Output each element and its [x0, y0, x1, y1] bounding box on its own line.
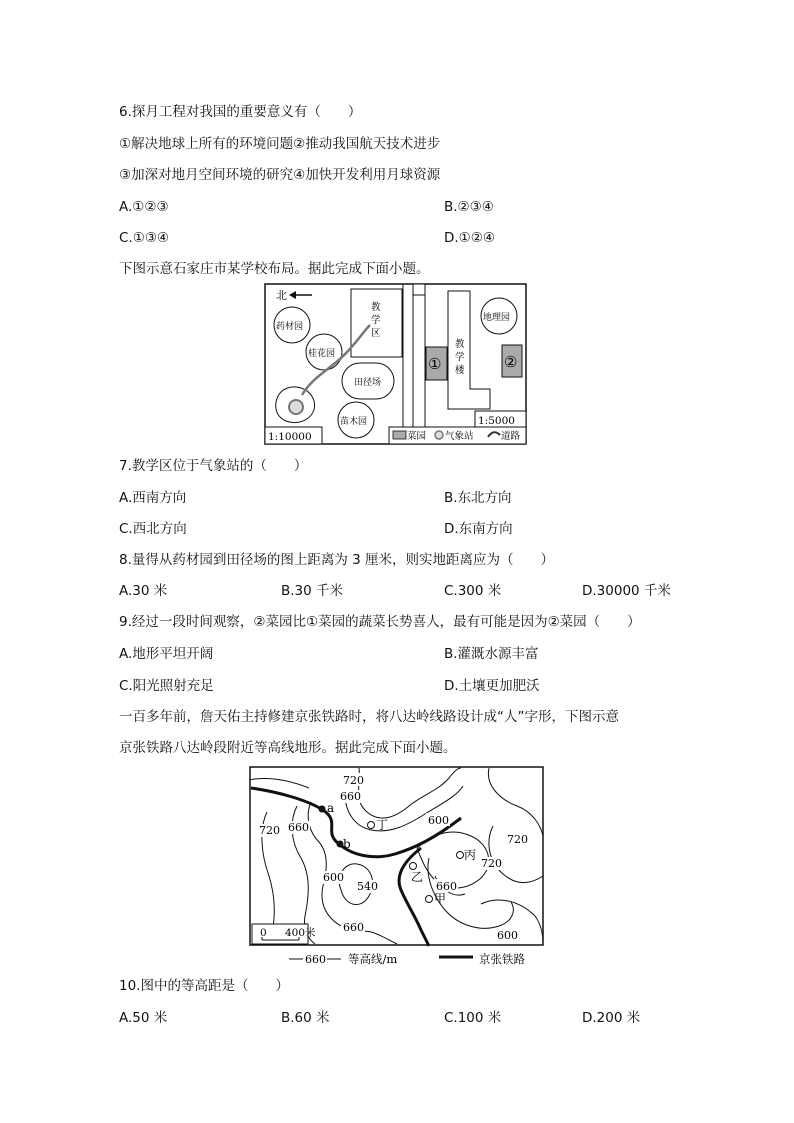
track-field-label: 田径场: [354, 378, 382, 388]
vegetable-garden-2-label: ②: [504, 353, 518, 371]
intro-school-map: 下图示意石家庄市某学校布局。据此完成下面小题。: [119, 261, 430, 277]
north-label: 北: [276, 289, 287, 302]
contour-720-a: 720: [343, 774, 364, 787]
legend-rail-text: 京张铁路: [479, 952, 525, 966]
q9-option-d[interactable]: D.土壤更加肥沃: [444, 678, 540, 694]
contour-600-a: 600: [428, 814, 449, 827]
teaching-building-char-3: 楼: [455, 365, 465, 376]
point-a-icon: [319, 806, 326, 813]
q6-option-c[interactable]: C.①③④: [119, 230, 170, 246]
intro-contour-line-2: 京张铁路八达岭段附近等高线地形。据此完成下面小题。: [119, 740, 457, 756]
q8-option-a[interactable]: A.30 米: [119, 583, 168, 599]
teaching-building-char-1: 教: [455, 339, 465, 350]
point-b-label: b: [343, 837, 351, 851]
scale-400m: 400米: [285, 927, 316, 939]
herb-garden-label: 药材园: [276, 322, 304, 332]
q7-stem: 7.教学区位于气象站的（ ）: [119, 458, 308, 474]
vegetable-garden-1-label: ①: [428, 355, 442, 373]
q8-option-b[interactable]: B.30 千米: [281, 583, 344, 599]
legend-contour-text: 等高线/m: [348, 952, 398, 966]
contour-540: 540: [357, 880, 378, 893]
contour-660-b: 660: [288, 821, 309, 834]
point-a-label: a: [327, 801, 335, 815]
q10-option-c[interactable]: C.100 米: [444, 1010, 502, 1026]
legend-road: 道路: [501, 431, 521, 442]
q8-stem: 8.量得从药材园到田径场的图上距离为 3 厘米，则实地距离应为（ ）: [119, 552, 555, 568]
contour-720-d: 720: [481, 857, 502, 870]
teaching-area-char-2: 学: [371, 315, 381, 326]
q9-option-c[interactable]: C.阳光照射充足: [119, 678, 214, 694]
legend-veg: 菜园: [407, 431, 427, 442]
contour-600-b: 600: [323, 871, 344, 884]
point-ding-label: 丁: [376, 818, 389, 832]
contour-map: [249, 766, 545, 970]
school-layout-map: [264, 283, 527, 445]
q7-option-a[interactable]: A.西南方向: [119, 490, 187, 506]
legend-station: 气象站: [445, 431, 474, 442]
nursery-garden-label: 苗木园: [340, 417, 368, 427]
q6-stem: 6.探月工程对我国的重要意义有（ ）: [119, 104, 362, 120]
q7-option-c[interactable]: C.西北方向: [119, 521, 187, 537]
weather-station-icon: [289, 400, 303, 414]
osmanthus-garden-label: 桂花园: [308, 349, 336, 359]
legend-station-icon: [435, 431, 443, 439]
q10-option-d[interactable]: D.200 米: [582, 1010, 641, 1026]
q8-option-c[interactable]: C.300 米: [444, 583, 502, 599]
intro-contour-line-1: 一百多年前，詹天佑主持修建京张铁路时，将八达岭线路设计成“人”字形，下图示意: [119, 709, 619, 725]
q10-stem: 10.图中的等高距是（ ）: [119, 978, 289, 994]
point-jia-icon: [426, 896, 433, 903]
teaching-area-char-3: 区: [371, 328, 381, 339]
q6-statement-1: ①解决地球上所有的环境问题②推动我国航天技术进步: [119, 136, 441, 152]
q7-option-b[interactable]: B.东北方向: [444, 490, 512, 506]
contour-660-a: 660: [340, 790, 361, 803]
q6-statement-2: ③加深对地月空间环境的研究④加快开发利用月球资源: [119, 167, 441, 183]
contour-600-c: 600: [497, 929, 518, 942]
point-yi-label: 乙: [411, 870, 424, 884]
q6-option-b[interactable]: B.②③④: [444, 199, 494, 215]
contour-720-b: 720: [259, 824, 280, 837]
legend-contour-number: 660: [305, 953, 326, 966]
q9-option-a[interactable]: A.地形平坦开阔: [119, 646, 214, 662]
point-jia-label: 甲: [434, 892, 447, 906]
legend-veg-icon: [393, 431, 406, 439]
q6-option-a[interactable]: A.①②③: [119, 199, 169, 215]
teaching-building-char-2: 学: [455, 352, 465, 363]
q7-option-d[interactable]: D.东南方向: [444, 521, 513, 537]
q6-option-d[interactable]: D.①②④: [444, 230, 495, 246]
point-bing-label: 丙: [464, 848, 477, 862]
q10-option-a[interactable]: A.50 米: [119, 1010, 168, 1026]
point-ding-icon: [368, 822, 375, 829]
scale-left: 1:10000: [268, 431, 312, 443]
q10-option-b[interactable]: B.60 米: [281, 1010, 330, 1026]
q9-option-b[interactable]: B.灌溉水源丰富: [444, 646, 539, 662]
point-bing-icon: [457, 852, 464, 859]
scale-right: 1:5000: [478, 415, 515, 427]
q9-stem: 9.经过一段时间观察，②菜园比①菜园的蔬菜长势喜人，最有可能是因为②菜园（ ）: [119, 614, 641, 630]
contour-660-c: 660: [436, 880, 457, 893]
point-yi-icon: [410, 863, 417, 870]
contour-720-c: 720: [507, 833, 528, 846]
scale-zero: 0: [260, 927, 267, 939]
geography-garden-label: 地理园: [483, 313, 511, 323]
teaching-area-char-1: 教: [371, 302, 381, 313]
contour-660-d: 660: [343, 921, 364, 934]
q8-option-d[interactable]: D.30000 千米: [582, 583, 671, 599]
